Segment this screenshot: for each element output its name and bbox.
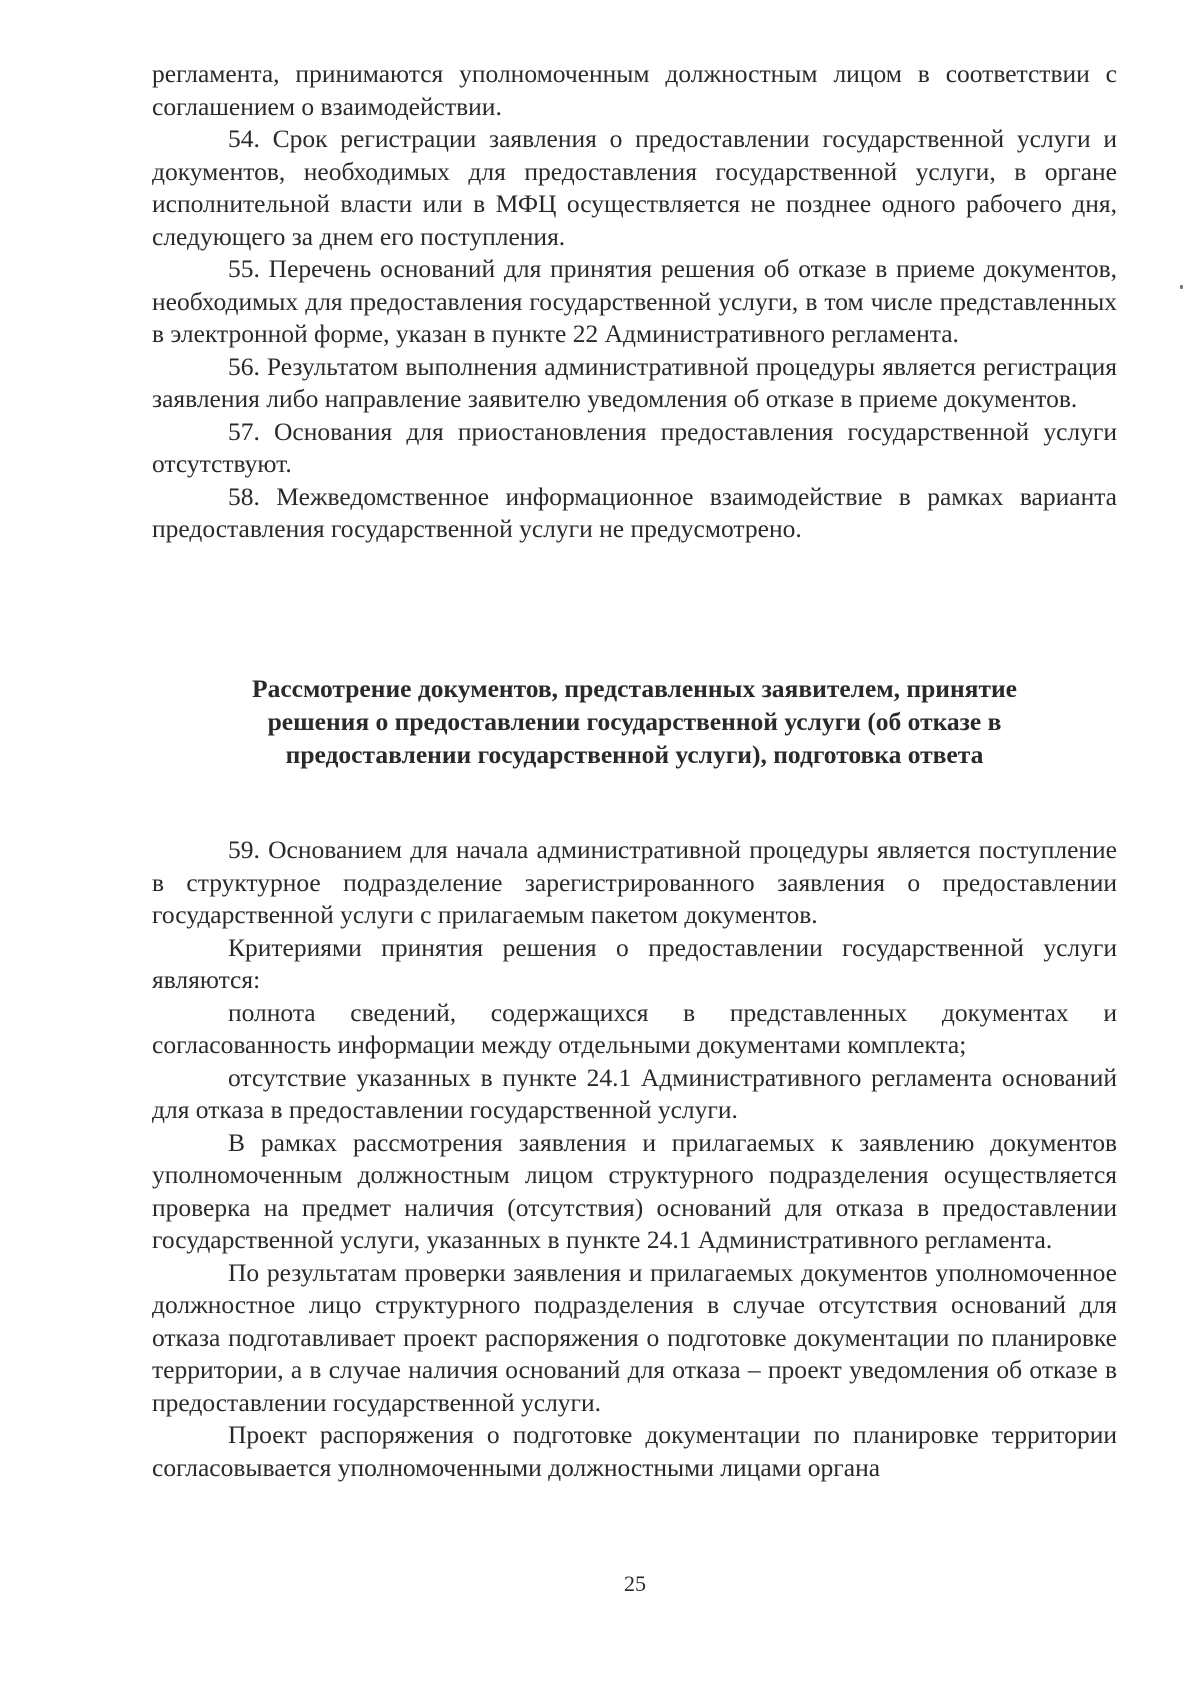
paragraph-criterion-completeness: полнота сведений, содержащихся в представленных документах и согласованность информации между отдельными документами комплекта; xyxy=(152,997,1117,1059)
paragraph-54: 54. Срок регистрации заявления о предоставлении государственной услуги и документов, необходимых для предоставления государственной услуги, в органе исполнительной власти или в МФЦ осуществляется не позднее одного рабочего дня, следующего за днем его поступления. xyxy=(152,124,1117,251)
scan-speck xyxy=(1180,285,1183,289)
text-block-review xyxy=(152,834,1117,1484)
paragraph-criterion-absence: отсутствие указанных в пункте 24.1 Административного регламента оснований для отказа в предоставлении государственной услуги. xyxy=(152,1062,1117,1124)
paragraph-results: По результатам проверки заявления и прилагаемых документов уполномоченное должностное лицо структурного подразделения в случае отсутствия оснований для отказа подготавливает проект распоряжения о подготовке документации по планировке территории, а в случае наличия оснований для отказа – проект уведомления об отказе в предоставлении государственной услуги. xyxy=(152,1257,1117,1417)
heading-line-2: решения о предоставлении государственной услуги (об отказе в xyxy=(267,707,1002,736)
paragraph-verification: В рамках рассмотрения заявления и прилагаемых к заявлению документов уполномоченным должностным лицом структурного подразделения осуществляется проверка на предмет наличия (отсутствия) оснований для отказа в предоставлении государственной услуги, указанных в пункте 24.1 Административного регламента. xyxy=(152,1127,1117,1254)
paragraph-55: 55. Перечень оснований для принятия решения об отказе в приеме документов, необходимых для предоставления государственной услуги, в том числе представленных в электронной форме, указан в пункте 22 Административного регламента. xyxy=(152,254,1117,348)
paragraph-approval: Проект распоряжения о подготовке документации по планировке территории согласовывается уполномоченными должностными лицами органа xyxy=(152,1420,1117,1482)
heading-line-3: предоставлении государственной услуги), подготовка ответа xyxy=(285,740,984,769)
paragraph-58: 58. Межведомственное информационное взаимодействие в рамках варианта предоставления государственной услуги не предусмотрено. xyxy=(152,481,1117,543)
paragraph-57: 57. Основания для приостановления предоставления государственной услуги отсутствуют. xyxy=(152,416,1117,478)
paragraph-continuation: регламента, принимаются уполномоченным должностным лицом в соответствии с соглашением о взаимодействии. xyxy=(152,59,1117,121)
section-heading xyxy=(152,672,1117,771)
heading-line-1: Рассмотрение документов, представленных заявителем, принятие xyxy=(252,674,1017,703)
page-number: 25 xyxy=(624,1571,646,1596)
text-block-registration xyxy=(152,58,1117,546)
paragraph-56: 56. Результатом выполнения административной процедуры является регистрация заявления либо направление заявителю уведомления об отказе в приеме документов. xyxy=(152,351,1117,413)
paragraph-59: 59. Основанием для начала административной процедуры является поступление в структурное подразделение зарегистрированного заявления о предоставлении государственной услуги с прилагаемым пакетом документов. xyxy=(152,835,1117,929)
paragraph-criteria: Критериями принятия решения о предоставлении государственной услуги являются: xyxy=(152,932,1117,994)
